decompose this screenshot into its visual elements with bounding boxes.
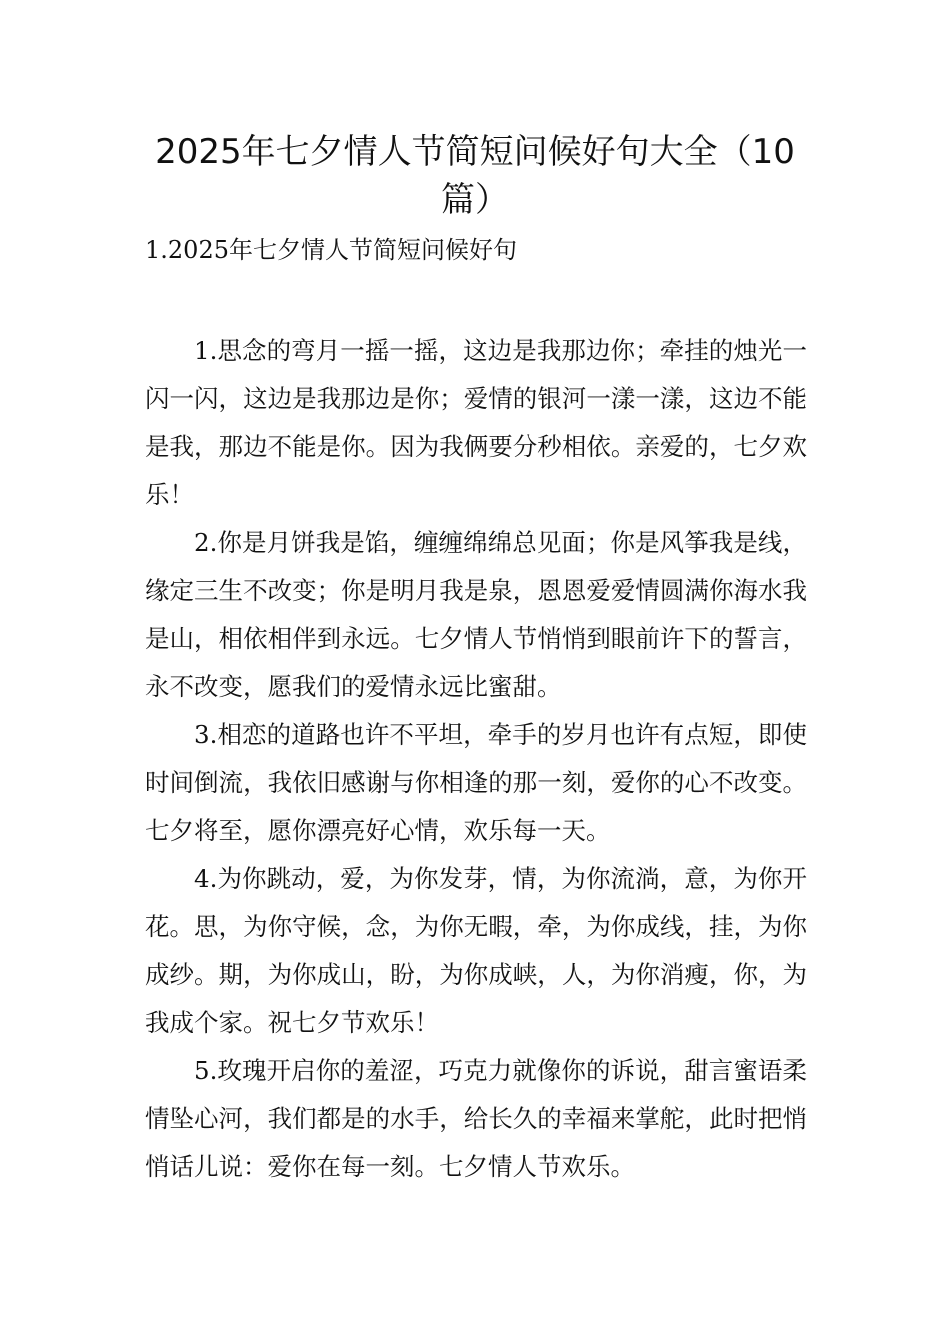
paragraph: 1.思念的弯月一摇一摇，这边是我那边你；牵挂的烛光一闪一闪，这边是我那边是你；爱情的银河一漾一漾，这边不能是我，那边不能是你。因为我俩要分秒相依。亲爱的，七夕欢乐！: [145, 336, 807, 509]
document-body: [145, 327, 807, 1191]
document-title: 2025年七夕情人节简短问候好句大全（10篇）: [155, 132, 795, 220]
paragraph: 3.相恋的道路也许不平坦，牵手的岁月也许有点短，即使时间倒流，我依旧感谢与你相逢的那一刻，爱你的心不改变。七夕将至，愿你漂亮好心情，欢乐每一天。: [145, 720, 807, 845]
section-heading: 1.2025年七夕情人节简短问候好句: [145, 236, 517, 264]
paragraph: 5.玫瑰开启你的羞涩，巧克力就像你的诉说，甜言蜜语柔情坠心河，我们都是的水手，给长久的幸福来掌舵，此时把悄悄话儿说：爱你在每一刻。七夕情人节欢乐。: [145, 1056, 807, 1181]
paragraph: 2.你是月饼我是馅，缠缠绵绵总见面；你是风筝我是线，缘定三生不改变；你是明月我是泉，恩恩爱爱情圆满你海水我是山，相依相伴到永远。七夕情人节悄悄到眼前许下的誓言，永不改变，愿我们的爱情永远比蜜甜。: [145, 528, 807, 701]
paragraph: 4.为你跳动，爱，为你发芽，情，为你流淌，意，为你开花。思，为你守候，念，为你无暇，牵，为你成线，挂，为你成纱。期，为你成山，盼，为你成峡，人，为你消瘦，你，为我成个家。祝七夕节欢乐！: [145, 864, 807, 1037]
